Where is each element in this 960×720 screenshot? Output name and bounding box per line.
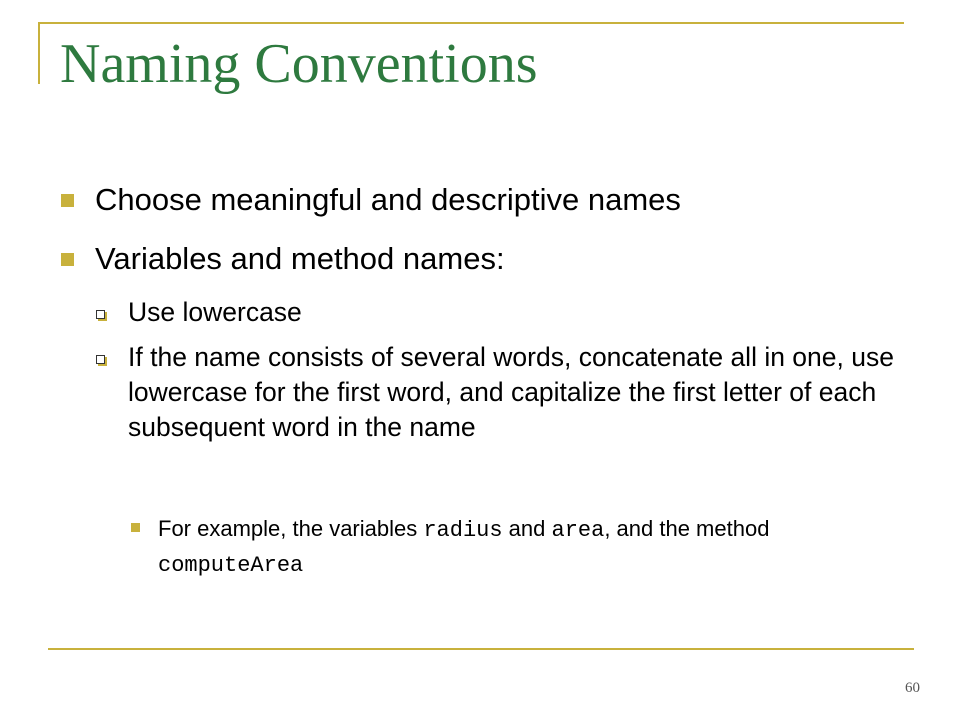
example-text [158, 512, 898, 582]
page-number: 60 [905, 680, 920, 696]
square-bullet-icon [61, 194, 74, 207]
code-area: area [551, 518, 605, 543]
square-bullet-icon [61, 253, 74, 266]
example-mid1: and [502, 516, 552, 541]
square-bullet-icon [131, 523, 140, 532]
example-prefix: For example, the variables [158, 516, 424, 541]
sub-bullet-text: If the name consists of several words, concatenate all in one, use lowercase for the first word, and capitalize the first letter of each subsequent word in the name [128, 342, 894, 442]
slide-title: Naming Conventions [60, 33, 538, 95]
bottom-rule [48, 648, 914, 650]
example-mid2: , and the method [604, 516, 770, 541]
hollow-square-bullet-icon [96, 355, 105, 364]
bullet-text: Variables and method names: [95, 241, 505, 276]
code-radius: radius [423, 518, 503, 543]
hollow-square-bullet-icon [96, 310, 105, 319]
bullet-text: Choose meaningful and descriptive names [95, 182, 681, 217]
sub-bullet-text: Use lowercase [128, 297, 302, 327]
code-computearea: computeArea [158, 553, 304, 578]
